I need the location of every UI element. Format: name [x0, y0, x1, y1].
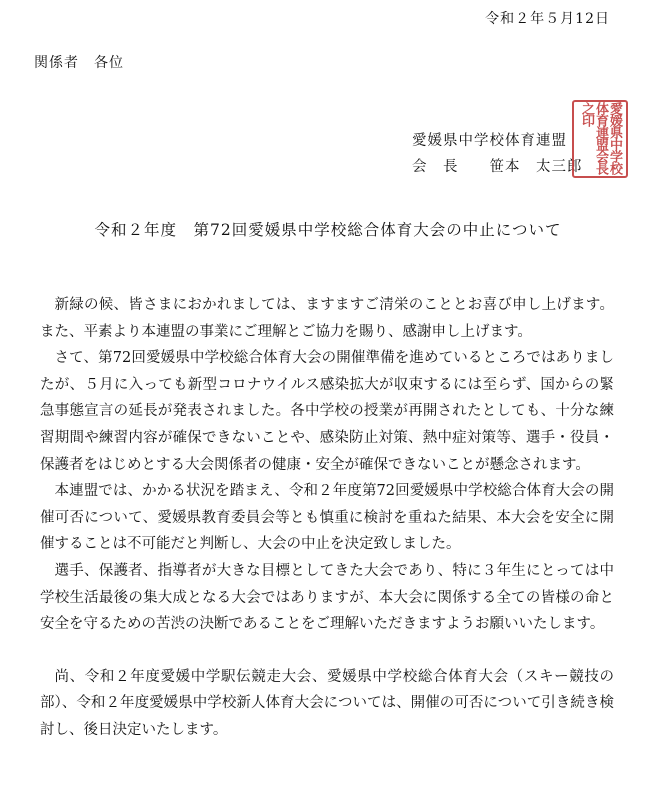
- paragraph-decision: 本連盟では、かかる状況を踏まえ、令和２年度第72回愛媛県中学校総合体育大会の開催可否について、愛媛県教育委員会等とも慎重に検討を重ねた結果、本大会を安全に開催することは不可能だと判断し、大会の中止を決定致しました。: [40, 483, 614, 553]
- paragraph-request: 選手、保護者、指導者が大きな目標としてきた大会であり、特に３年生にとっては中学校生活最後の集大成となる大会ではありますが、本大会に関係する全ての皆様の命と安全を守るための苦渋の決断であることをご理解いただきますようお願いいたします。: [40, 562, 614, 633]
- seal-text: 愛媛県中学校体育連盟会長之印: [579, 102, 622, 174]
- sender-president: [412, 154, 583, 180]
- addressee: 関係者 各位: [34, 55, 124, 71]
- document-body: [40, 292, 614, 744]
- sender-organization: 愛媛県中学校体育連盟: [412, 133, 567, 149]
- paragraph-postscript: 尚、令和２年度愛媛中学駅伝競走大会、愛媛県中学校総合体育大会（スキー競技の部）、令和２年度愛媛県中学校新人体育大会については、開催の可否について引き続き検討し、後日決定いたします。: [40, 668, 614, 738]
- sender-name: 笹本 太三郎: [489, 159, 583, 175]
- paragraph-spacer: [40, 638, 614, 664]
- sender-title: 会 長: [412, 159, 459, 175]
- paragraph-background: さて、第72回愛媛県中学校総合体育大会の開催準備を進めているところではありましたが、５月に入っても新型コロナウイルス感染拡大が収束するには至らず、国からの緊急事態宣言の延長が発表されました。各中学校の授業が再開されたとしても、十分な練習期間や練習内容が確保できないことや、感染防止対策、熱中症対策等、選手・役員・保護者をはじめとする大会関係者の健康・安全が確保できないことが懸念されます。: [40, 350, 614, 473]
- document-title: 令和２年度 第72回愛媛県中学校総合体育大会の中止について: [94, 221, 562, 239]
- official-seal: [572, 100, 628, 178]
- paragraph-greeting: 新緑の候、皆さまにおかれましては、ますますご清栄のこととお喜び申し上げます。また、平素より本連盟の事業にご理解とご協力を賜り、感謝申し上げます。: [40, 297, 614, 340]
- sender-block: [412, 128, 583, 180]
- date: 令和２年５月12日: [485, 11, 610, 27]
